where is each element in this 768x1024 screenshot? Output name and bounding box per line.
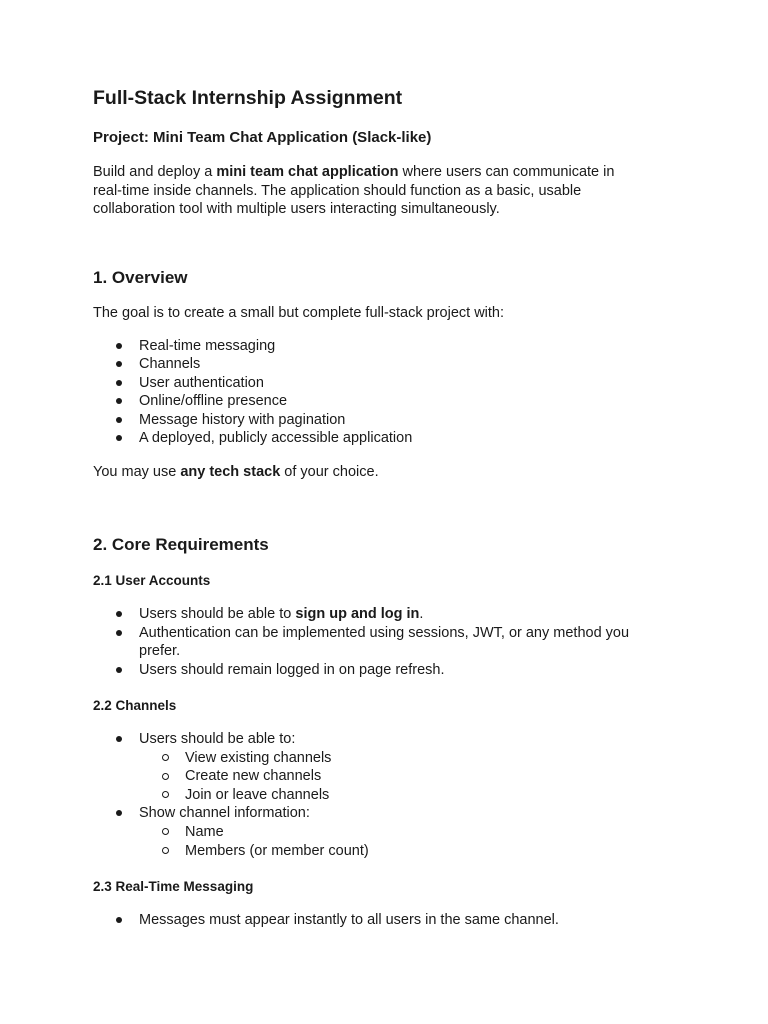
messaging-heading: 2.3 Real-Time Messaging (93, 879, 254, 894)
core-requirements-heading: 2. Core Requirements (93, 535, 269, 554)
sub-list-item: Create new channels (185, 768, 322, 784)
list-item: Real-time messaging (139, 338, 276, 354)
note-bold-text: any tech stack (180, 464, 281, 480)
bullet-icon (116, 417, 122, 423)
circle-bullet-icon (162, 847, 169, 854)
list-item: Show channel information: (139, 805, 310, 821)
list-item (139, 605, 423, 624)
bullet-icon (116, 630, 122, 636)
sub-list-item: Members (or member count) (185, 843, 369, 859)
list-item: User authentication (139, 375, 264, 391)
list-item: Channels (139, 356, 201, 372)
bullet-icon (116, 917, 122, 923)
bullet-icon (116, 361, 122, 367)
tech-stack-note (93, 463, 379, 481)
circle-bullet-icon (162, 773, 169, 780)
note-text: You may use (93, 464, 181, 480)
user-accounts-heading: 2.1 User Accounts (93, 573, 211, 588)
sub-list-item: Name (185, 824, 224, 840)
list-item: Users should be able to: (139, 731, 296, 747)
intro-line-1 (93, 163, 614, 181)
intro-text: where users can communicate in (398, 164, 615, 180)
list-item-text: Users should be able to (139, 606, 296, 622)
intro-bold-text: mini team chat application (216, 164, 399, 180)
overview-lead: The goal is to create a small but complete full-stack project with: (93, 305, 505, 321)
list-item: Users should remain logged in on page refresh. (139, 662, 445, 678)
note-text: of your choice. (280, 464, 379, 480)
project-heading: Project: Mini Team Chat Application (Slack-like) (93, 129, 432, 146)
list-item: Message history with pagination (139, 412, 346, 428)
bullet-icon (116, 810, 122, 816)
list-item: Authentication can be implemented using sessions, JWT, or any method you (139, 625, 630, 641)
bullet-icon (116, 435, 122, 441)
sub-list-item: Join or leave channels (185, 787, 330, 803)
intro-text: Build and deploy a (93, 164, 217, 180)
bullet-icon (116, 667, 122, 673)
list-item: Online/offline presence (139, 393, 288, 409)
bullet-icon (116, 611, 122, 617)
list-item: Messages must appear instantly to all users in the same channel. (139, 912, 559, 928)
bullet-icon (116, 398, 122, 404)
list-item-continuation: prefer. (139, 643, 181, 659)
list-item-text: . (419, 606, 424, 622)
circle-bullet-icon (162, 828, 169, 835)
channels-heading: 2.2 Channels (93, 698, 177, 713)
overview-heading: 1. Overview (93, 268, 188, 287)
intro-line-2: real-time inside channels. The application should function as a basic, usable (93, 183, 582, 199)
sub-list-item: View existing channels (185, 750, 332, 766)
list-item-bold-text: sign up and log in (295, 606, 420, 622)
document-title: Full-Stack Internship Assignment (93, 87, 403, 109)
bullet-icon (116, 736, 122, 742)
list-item: A deployed, publicly accessible application (139, 430, 413, 446)
bullet-icon (116, 343, 122, 349)
bullet-icon (116, 380, 122, 386)
circle-bullet-icon (162, 791, 169, 798)
circle-bullet-icon (162, 754, 169, 761)
intro-line-3: collaboration tool with multiple users interacting simultaneously. (93, 201, 500, 217)
